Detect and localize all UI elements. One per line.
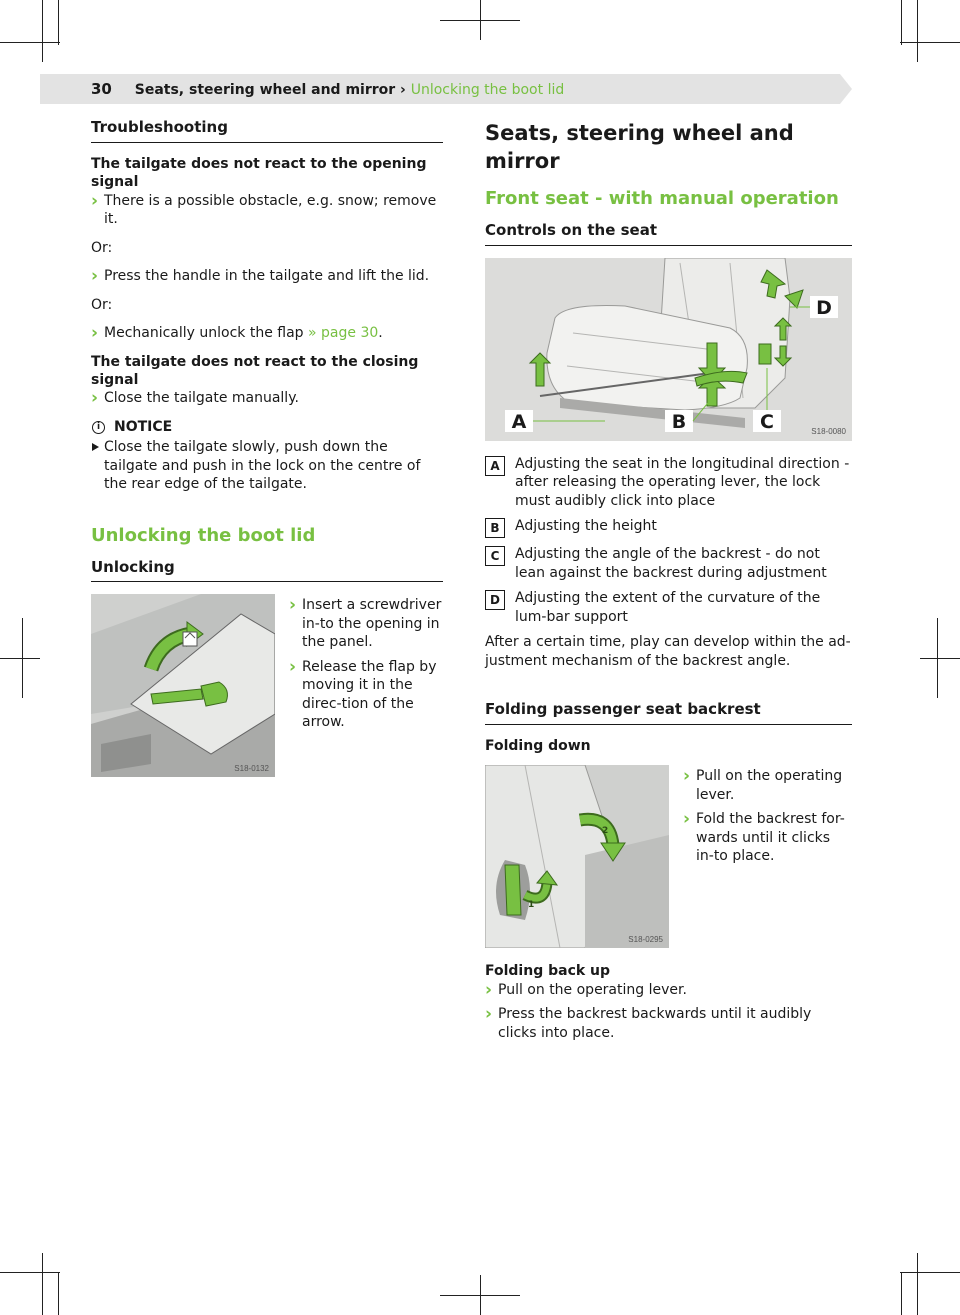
controls-subheading: Controls on the seat	[485, 221, 852, 246]
crop-mark	[917, 1253, 918, 1315]
info-circle-icon: i	[92, 421, 105, 434]
figure-id: S18-0295	[628, 934, 663, 944]
fold-step: › Fold the backrest for-wards until it clicks in-to place.	[683, 810, 852, 865]
back-step: › Press the backrest backwards until it audibly clicks into place.	[485, 1005, 852, 1042]
legend-key: B	[485, 518, 505, 538]
play-note: After a certain time, play can develop within the ad-justment mechanism of the backrest angle.	[485, 634, 851, 669]
unlocking-steps	[289, 594, 443, 777]
folding-subheading: Folding passenger seat backrest	[485, 700, 852, 725]
crop-mark	[0, 658, 40, 659]
legend-text: Adjusting the height	[515, 518, 657, 535]
notice-label: NOTICE	[114, 418, 173, 435]
figure-label-c: C	[760, 410, 774, 433]
figure-label-d: D	[816, 296, 832, 319]
notice-header	[91, 418, 443, 436]
legend-item-d	[485, 589, 852, 626]
fold-illustration	[485, 765, 669, 948]
legend-key: A	[485, 456, 505, 476]
crop-mark	[42, 0, 43, 62]
breadcrumb-chapter[interactable]: Seats, steering wheel and mirror	[134, 82, 396, 98]
crop-mark	[0, 1272, 60, 1273]
or-text: Or:	[91, 239, 113, 256]
fold-steps	[683, 765, 852, 948]
closing-signal-heading: The tailgate does not react to the closing signal	[91, 353, 419, 389]
crop-mark	[42, 1253, 43, 1315]
opening-step: › Press the handle in the tailgate and lift the lid.	[91, 267, 443, 285]
troubleshooting-heading: Troubleshooting	[91, 118, 443, 143]
figure-label-b: B	[671, 410, 687, 433]
crop-mark	[920, 658, 960, 659]
chapter-title: Seats, steering wheel and mirror	[485, 121, 794, 173]
header-band-tip	[840, 74, 852, 104]
fold-arrow-label: 1	[528, 900, 535, 911]
legend-item-a	[485, 455, 852, 510]
fold-step: › Pull on the operating lever.	[683, 767, 852, 804]
right-column	[485, 118, 852, 1042]
page-header	[91, 80, 564, 100]
seat-controls-figure	[485, 258, 852, 441]
crop-mark	[900, 1272, 960, 1273]
opening-step: › There is a possible obstacle, e.g. snow; remove it.	[91, 192, 443, 229]
breadcrumb-section[interactable]: Unlocking the boot lid	[410, 82, 565, 98]
fold-figure	[485, 765, 669, 948]
folding-back-heading: Folding back up	[485, 963, 611, 980]
crop-mark	[900, 42, 960, 43]
screwdriver-illustration	[91, 594, 275, 777]
seat-illustration	[485, 258, 852, 441]
crop-mark	[901, 0, 902, 45]
crop-mark	[901, 1272, 902, 1315]
closing-step: › Close the tailgate manually.	[91, 389, 443, 407]
crop-mark	[440, 20, 520, 21]
legend-text: Adjusting the extent of the curvature of the lum-bar support	[515, 590, 821, 625]
step-end: .	[378, 325, 383, 342]
section-title: Front seat - with manual operation	[485, 188, 839, 210]
fold-arrow-label: 2	[602, 826, 609, 837]
crop-mark	[58, 1272, 59, 1315]
or-text: Or:	[91, 296, 113, 313]
page-link[interactable]: » page 30	[308, 325, 379, 342]
opening-signal-heading: The tailgate does not react to the opening signal	[91, 155, 427, 191]
folding-down-heading: Folding down	[485, 738, 591, 754]
unlock-step: › Release the flap by moving it in the direc-tion of the arrow.	[289, 658, 443, 732]
page-number: 30	[91, 80, 112, 98]
breadcrumb-separator: ›	[400, 82, 406, 98]
legend-text: Adjusting the angle of the backrest - do not lean against the backrest during adjustment	[515, 546, 827, 581]
unlocking-figure-block	[91, 594, 443, 777]
unlocking-subheading: Unlocking	[91, 558, 443, 583]
legend-item-b	[485, 517, 852, 538]
legend-text: Adjusting the seat in the longitudinal direction - after releasing the operating lever, the lock must audibly click into place	[515, 455, 850, 509]
figure-label-a: A	[511, 410, 527, 433]
crop-mark	[440, 1295, 520, 1296]
legend-key: D	[485, 590, 505, 610]
figure-id: S18-0080	[811, 427, 846, 437]
figure-id: S18-0132	[234, 763, 269, 773]
folding-figure-block	[485, 765, 852, 948]
notice-text: Close the tailgate slowly, push down the tailgate and push in the lock on the centre of the rear edge of the tailgate.	[91, 438, 443, 493]
legend-item-c	[485, 545, 852, 582]
opening-step	[91, 324, 443, 342]
crop-mark	[58, 0, 59, 45]
screwdriver-figure	[91, 594, 275, 777]
unlocking-boot-heading: Unlocking the boot lid	[91, 524, 316, 546]
crop-mark	[0, 42, 60, 43]
left-column	[91, 118, 443, 777]
step-text: Mechanically unlock the flap	[104, 325, 309, 342]
legend-key: C	[485, 546, 505, 566]
unlock-step: › Insert a screwdriver in-to the opening in the panel.	[289, 596, 443, 651]
back-step: › Pull on the operating lever.	[485, 981, 852, 999]
crop-mark	[917, 0, 918, 62]
